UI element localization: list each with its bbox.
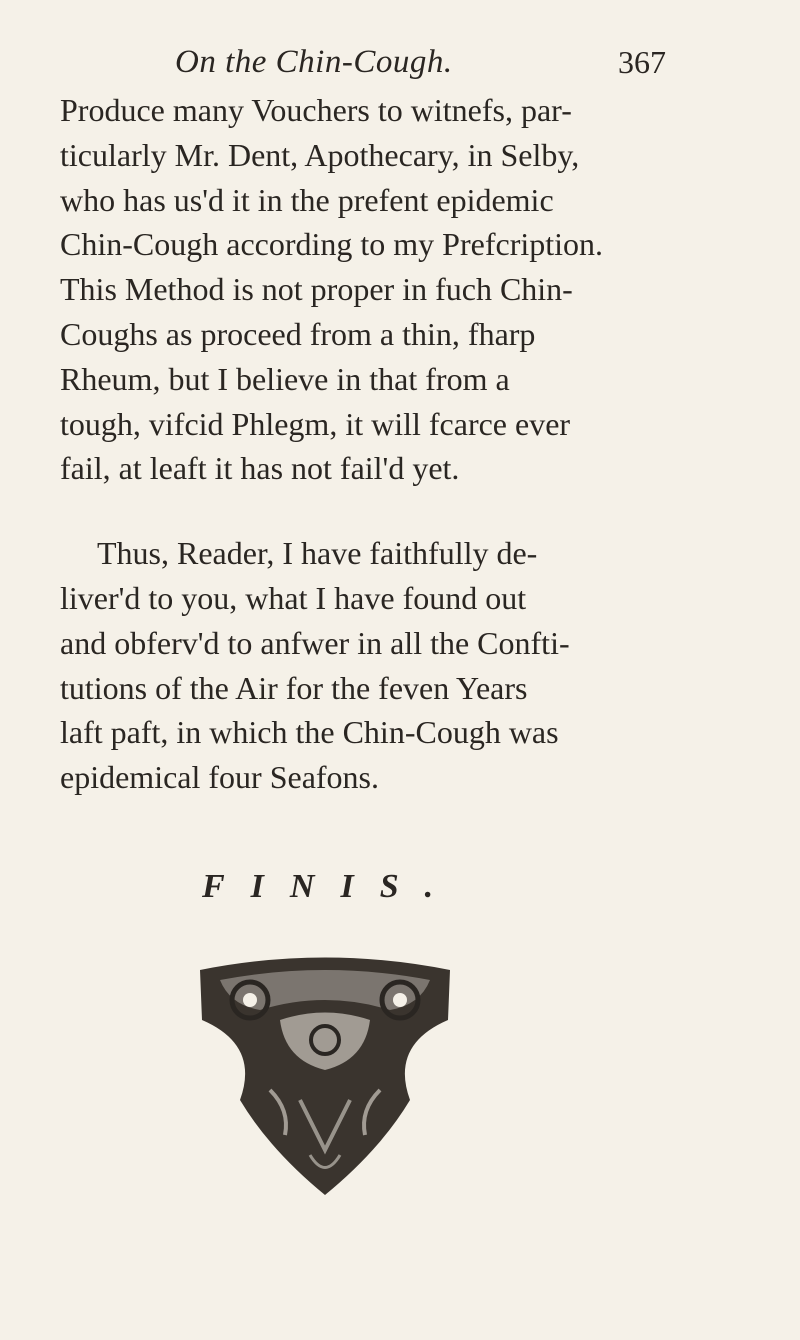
running-title: On the Chin-Cough. — [175, 44, 453, 80]
text-line: Rheum, but I believe in that from a — [60, 360, 510, 397]
text-line: Thus, Reader, I have faithfully de- — [97, 535, 538, 572]
text-line: epidemical four Seafons. — [60, 759, 379, 796]
text-line: laft paft, in which the Chin-Cough was — [60, 714, 559, 751]
text-line: This Method is not proper in fuch Chin- — [60, 271, 573, 308]
paragraph-1 — [60, 88, 740, 491]
text-line: who has us'd it in the prefent epidemic — [60, 181, 554, 218]
text-line: tough, vifcid Phlegm, it will fcarce ever — [60, 405, 571, 442]
finis-heading: FINIS. — [202, 868, 460, 905]
text-line: and obferv'd to anfwer in all the Confti- — [60, 624, 570, 661]
text-line: Produce many Vouchers to witnefs, par- — [60, 92, 572, 128]
text-line: ticularly Mr. Dent, Apothecary, in Selby, — [60, 136, 580, 173]
tailpiece-ornament-icon — [190, 950, 460, 1200]
body-text — [60, 88, 740, 800]
text-line: liver'd to you, what I have found out — [60, 579, 527, 616]
paragraph-2 — [60, 531, 740, 800]
page-number: 367 — [618, 44, 666, 80]
text-line: Chin-Cough according to my Prefcription. — [60, 226, 604, 263]
text-line: tutions of the Air for the feven Years — [60, 669, 528, 706]
text-line: Coughs as proceed from a thin, fharp — [60, 315, 536, 352]
text-line: fail, at leaft it has not fail'd yet. — [60, 450, 460, 487]
